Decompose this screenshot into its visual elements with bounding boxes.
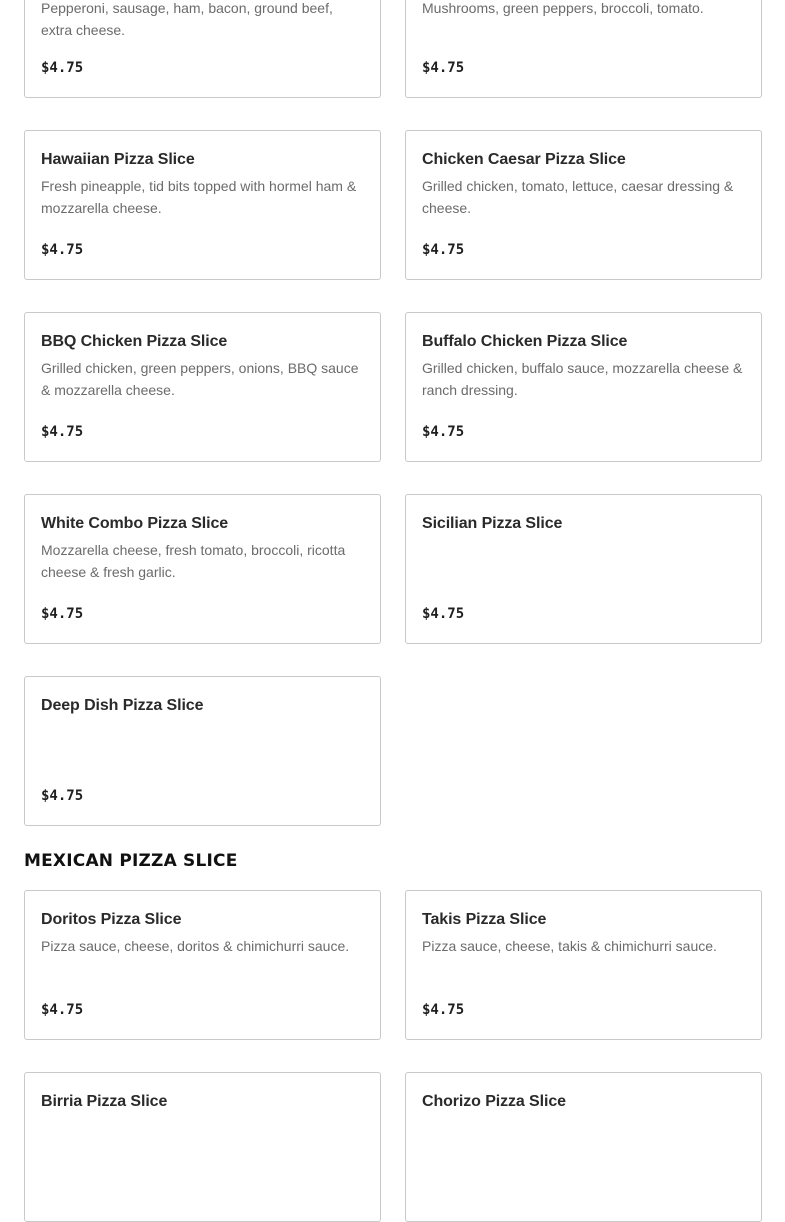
item-price: $4.75 (41, 424, 84, 440)
menu-item-card[interactable] (405, 0, 762, 98)
menu-item-card[interactable] (405, 494, 762, 644)
menu-item-card[interactable] (24, 494, 381, 644)
menu-item-card[interactable] (405, 312, 762, 462)
menu-item-card[interactable] (24, 130, 381, 280)
menu-item-card[interactable] (24, 312, 381, 462)
item-name: BBQ Chicken Pizza Slice (41, 333, 228, 350)
menu-item-card[interactable] (24, 890, 381, 1040)
item-price: $4.75 (422, 1002, 465, 1018)
item-price: $4.75 (41, 788, 84, 804)
item-description: Pepperoni, sausage, ham, bacon, ground beef, extra cheese. (41, 0, 333, 38)
item-price: $4.75 (422, 424, 465, 440)
item-name: Chorizo Pizza Slice (422, 1093, 566, 1110)
menu-item-card[interactable] (24, 676, 381, 826)
menu-item-card[interactable] (24, 0, 381, 98)
item-description: Pizza sauce, cheese, takis & chimichurri sauce. (422, 938, 717, 954)
item-description: Fresh pineapple, tid bits topped with hormel ham & mozzarella cheese. (41, 178, 357, 216)
item-description: Pizza sauce, cheese, doritos & chimichurri sauce. (41, 938, 350, 954)
menu-item-card[interactable] (405, 1072, 762, 1222)
item-name: White Combo Pizza Slice (41, 515, 229, 532)
item-name: Deep Dish Pizza Slice (41, 697, 204, 714)
item-price: $4.75 (422, 242, 465, 258)
item-name: Sicilian Pizza Slice (422, 515, 563, 532)
item-price: $4.75 (41, 60, 84, 76)
item-name: Doritos Pizza Slice (41, 911, 182, 928)
item-price: $4.75 (422, 606, 465, 622)
item-name: Chicken Caesar Pizza Slice (422, 151, 626, 168)
item-description: Grilled chicken, green peppers, onions, BBQ sauce & mozzarella cheese. (41, 360, 359, 398)
item-price: $4.75 (422, 60, 465, 76)
menu-item-card[interactable] (405, 890, 762, 1040)
item-name: Birria Pizza Slice (41, 1093, 168, 1110)
item-price: $4.75 (41, 606, 84, 622)
section-title: MEXICAN PIZZA SLICE (24, 851, 238, 871)
item-price: $4.75 (41, 1002, 84, 1018)
item-description: Grilled chicken, buffalo sauce, mozzarella cheese & ranch dressing. (422, 360, 743, 398)
item-price: $4.75 (41, 242, 84, 258)
menu-item-card[interactable] (24, 1072, 381, 1222)
item-name: Takis Pizza Slice (422, 911, 547, 928)
item-name: Buffalo Chicken Pizza Slice (422, 333, 628, 350)
item-name: Hawaiian Pizza Slice (41, 151, 195, 168)
item-description: Mozzarella cheese, fresh tomato, broccoli, ricotta cheese & fresh garlic. (41, 542, 346, 580)
menu-item-card[interactable] (405, 130, 762, 280)
item-description: Mushrooms, green peppers, broccoli, tomato. (422, 0, 704, 16)
item-description: Grilled chicken, tomato, lettuce, caesar dressing & cheese. (422, 178, 734, 216)
